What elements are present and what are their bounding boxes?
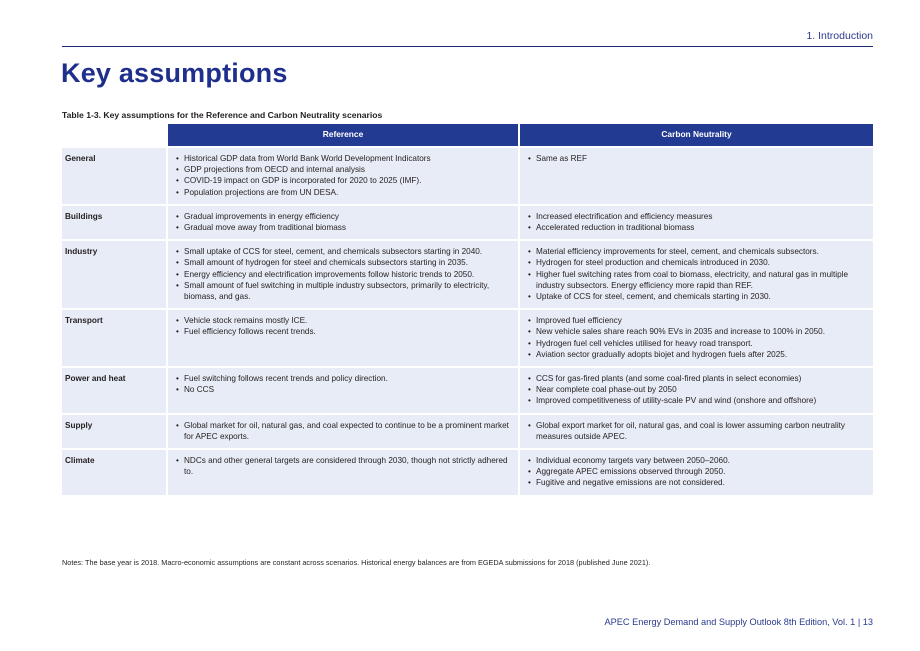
bullet-item: • Gradual improvements in energy efficiency [174,211,512,222]
reference-cell [168,448,520,495]
bullet-item: • Small amount of fuel switching in multiple industry subsectors, primarily to electricity, biomass, and gas. [174,280,512,302]
table-caption: Table 1-3. Key assumptions for the Reference and Carbon Neutrality scenarios [62,110,383,120]
table-row [62,413,873,448]
column-header-carbon-neutrality: Carbon Neutrality [520,124,873,146]
reference-cell [168,239,520,308]
bullet-item: • Same as REF [526,153,867,164]
bullet-list [526,420,867,442]
bullet-item: • Material efficiency improvements for steel, cement, and chemicals subsectors. [526,246,867,257]
bullet-item: • Improved fuel efficiency [526,315,867,326]
bullet-item: • Global export market for oil, natural gas, and coal is lower assuming carbon neutrality measures outside APEC. [526,420,867,442]
carbon-neutrality-cell [520,366,873,413]
carbon-neutrality-cell [520,204,873,239]
bullet-item: • Uptake of CCS for steel, cement, and chemicals starting in 2030. [526,291,867,302]
bullet-item: • Fuel efficiency follows recent trends. [174,326,512,337]
reference-cell [168,308,520,366]
bullet-item: • Small amount of hydrogen for steel and chemicals subsectors starting in 2035. [174,257,512,268]
bullet-list [526,153,867,164]
page-title: Key assumptions [61,58,288,88]
bullet-list [174,420,512,442]
row-label: Transport [62,308,168,366]
table-row [62,146,873,204]
bullet-item: • Global market for oil, natural gas, and coal expected to continue to be a prominent market for APEC exports. [174,420,512,442]
bullet-item: • Gradual move away from traditional biomass [174,222,512,233]
carbon-neutrality-cell [520,448,873,495]
table-row [62,204,873,239]
bullet-item: • Vehicle stock remains mostly ICE. [174,315,512,326]
bullet-item: • Energy efficiency and electrification improvements follow historic trends to 2050. [174,269,512,280]
bullet-item: • Aviation sector gradually adopts biojet and hydrogen fuels after 2025. [526,349,867,360]
row-label: Climate [62,448,168,495]
row-label: Buildings [62,204,168,239]
row-label: Supply [62,413,168,448]
reference-cell [168,204,520,239]
bullet-item: • Hydrogen for steel production and chemicals introduced in 2030. [526,257,867,268]
bullet-item: • Individual economy targets vary between 2050–2060. [526,455,867,466]
carbon-neutrality-cell [520,146,873,204]
table-header-row [62,124,873,146]
header-section-label: 1. Introduction [806,30,873,42]
row-label: Industry [62,239,168,308]
bullet-item: • Improved competitiveness of utility-scale PV and wind (onshore and offshore) [526,395,867,406]
bullet-list [526,315,867,360]
bullet-item: • Population projections are from UN DESA. [174,187,512,198]
bullet-list [174,373,512,395]
table-row [62,366,873,413]
bullet-item: • Fugitive and negative emissions are not considered. [526,477,867,488]
bullet-item: • GDP projections from OECD and internal analysis [174,164,512,175]
row-label: General [62,146,168,204]
bullet-item: • New vehicle sales share reach 90% EVs in 2035 and increase to 100% in 2050. [526,326,867,337]
reference-cell [168,413,520,448]
column-header-reference: Reference [168,124,520,146]
header-rule [62,46,873,47]
table-row [62,308,873,366]
bullet-list [174,246,512,302]
carbon-neutrality-cell [520,239,873,308]
bullet-item: • Accelerated reduction in traditional biomass [526,222,867,233]
table-body [62,146,873,495]
row-label: Power and heat [62,366,168,413]
bullet-item: • Increased electrification and efficiency measures [526,211,867,222]
bullet-item: • NDCs and other general targets are considered through 2030, though not strictly adhered to. [174,455,512,477]
reference-cell [168,146,520,204]
bullet-list [174,153,512,198]
table-row [62,239,873,308]
assumptions-table [62,124,873,495]
bullet-list [526,373,867,407]
bullet-item: • Fuel switching follows recent trends and policy direction. [174,373,512,384]
bullet-list [526,455,867,489]
table-notes: Notes: The base year is 2018. Macro-economic assumptions are constant across scenarios. Historical energy balances are from EGEDA submissions for 2018 (published June 2021). [62,558,651,567]
bullet-list [174,211,512,233]
bullet-item: • Hydrogen fuel cell vehicles utilised for heavy road transport. [526,338,867,349]
bullet-item: • Aggregate APEC emissions observed through 2050. [526,466,867,477]
page-footer: APEC Energy Demand and Supply Outlook 8th Edition, Vol. 1 | 13 [604,617,873,627]
carbon-neutrality-cell [520,413,873,448]
bullet-item: • Higher fuel switching rates from coal to biomass, electricity, and natural gas in multiple industry subsectors. Energy efficiency more rapid than REF. [526,269,867,291]
bullet-list [174,455,512,477]
bullet-item: • Historical GDP data from World Bank World Development Indicators [174,153,512,164]
bullet-list [526,211,867,233]
table-row [62,448,873,495]
bullet-item: • COVID-19 impact on GDP is incorporated for 2020 to 2025 (IMF). [174,175,512,186]
bullet-item: • Near complete coal phase-out by 2050 [526,384,867,395]
reference-cell [168,366,520,413]
bullet-list [526,246,867,302]
bullet-list [174,315,512,337]
bullet-item: • No CCS [174,384,512,395]
bullet-item: • CCS for gas-fired plants (and some coal-fired plants in select economies) [526,373,867,384]
bullet-item: • Small uptake of CCS for steel, cement, and chemicals subsectors starting in 2040. [174,246,512,257]
table-header-corner [62,124,168,146]
carbon-neutrality-cell [520,308,873,366]
